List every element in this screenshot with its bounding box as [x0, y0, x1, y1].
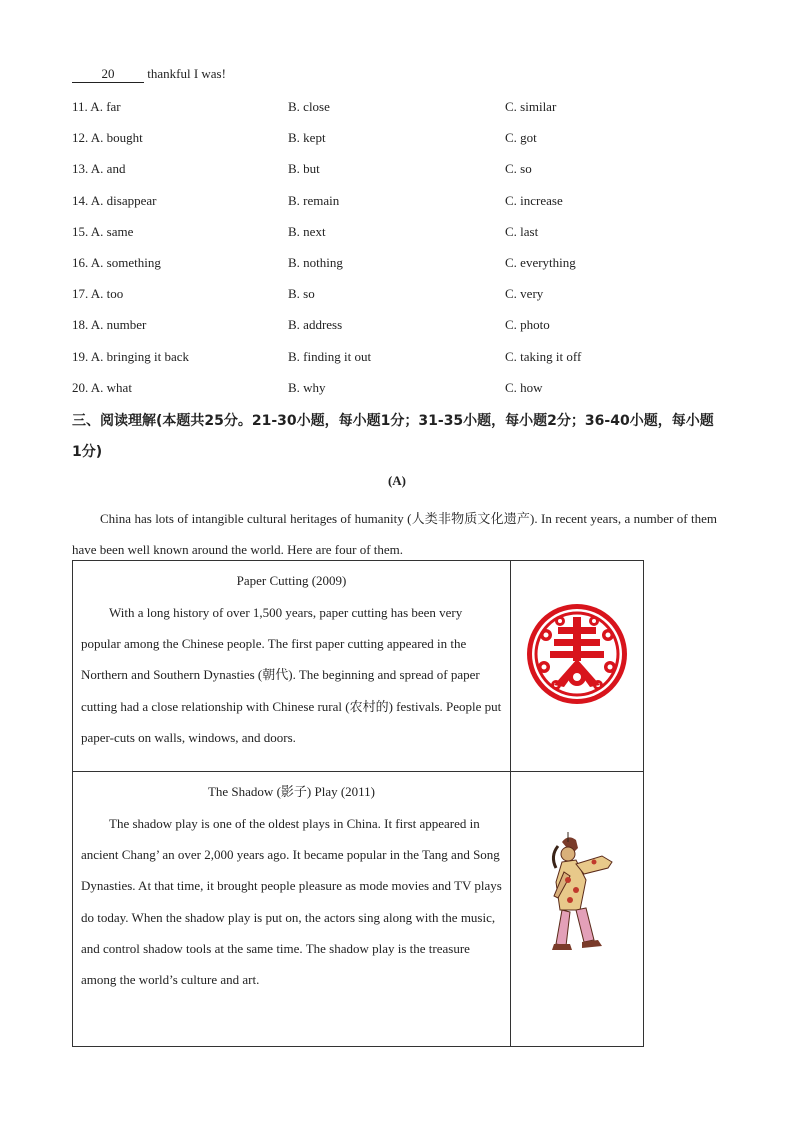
option-row — [72, 347, 732, 378]
passage-intro: China has lots of intangible cultural heritages of humanity (人类非物质文化遗产). In recent years, a number of them have been well known around the world. Here are four of them. — [72, 511, 717, 557]
shadow-puppet-image — [511, 832, 643, 977]
answer-blank: 20 — [72, 66, 144, 83]
option-c: C. so — [505, 161, 532, 177]
option-b: B. kept — [288, 130, 326, 146]
option-c: C. increase — [505, 192, 563, 208]
option-row — [72, 284, 732, 315]
heritage-body: The shadow play is one of the oldest plays in China. It first appeared in ancient Chang’ an over 2,000 years ago. It became popular in the Tang and Song Dynasties. At that time, it brought people pleasure as mode movies and TV plays do today. When the shadow play is put on, the actors sing along with the music, and control shadow tools at the same time. The shadow play is the treasure among the world’s culture and art. — [81, 816, 502, 988]
option-row — [72, 378, 732, 409]
option-a: 13. A. and — [72, 161, 126, 177]
option-c: C. how — [505, 379, 543, 395]
heritage-table — [72, 560, 644, 1047]
option-a: 18. A. number — [72, 317, 147, 333]
option-c: C. taking it off — [505, 348, 582, 364]
option-row — [72, 222, 732, 253]
red-paper-cutting-image — [511, 601, 643, 712]
text-cell — [73, 561, 511, 772]
option-b: B. why — [288, 379, 326, 395]
option-row — [72, 128, 732, 159]
text-cell — [73, 772, 511, 1047]
option-row — [72, 191, 732, 222]
option-b: B. remain — [288, 192, 340, 208]
option-a: 14. A. disappear — [72, 192, 157, 208]
option-b: B. address — [288, 317, 343, 333]
option-a: 16. A. something — [72, 254, 161, 270]
heritage-title: The Shadow (影子) Play (2011) — [207, 784, 376, 799]
passage-label: (A) — [387, 473, 407, 488]
option-a: 12. A. bought — [72, 130, 143, 146]
option-c: C. got — [505, 130, 537, 146]
option-row — [72, 315, 732, 346]
option-c: C. similar — [505, 99, 557, 114]
option-b: B. but — [288, 161, 320, 177]
option-b: B. finding it out — [288, 348, 372, 364]
image-cell — [511, 772, 644, 1047]
option-c: C. everything — [505, 254, 576, 270]
option-b: B. so — [288, 286, 315, 302]
options-list — [72, 97, 732, 409]
option-a: 19. A. bringing it back — [72, 348, 189, 364]
heritage-title: Paper Cutting (2009) — [236, 573, 347, 588]
option-c: C. photo — [505, 317, 550, 333]
option-b: B. nothing — [288, 254, 343, 270]
option-b: B. next — [288, 223, 326, 239]
table-row — [73, 772, 644, 1047]
option-row — [72, 253, 732, 284]
option-a: 15. A. same — [72, 223, 134, 239]
question-fragment — [72, 66, 226, 83]
image-cell — [511, 561, 644, 772]
option-a: 17. A. too — [72, 286, 124, 302]
option-c: C. last — [505, 223, 539, 239]
option-b: B. close — [288, 99, 330, 114]
option-row — [72, 97, 732, 128]
heritage-body: With a long history of over 1,500 years, paper cutting has been very popular among the Chinese people. The first paper cutting appeared in the Northern and Southern Dynasties (朝代). The beginning and spread of paper cutting had a close relationship with Chinese rural (农村的) festivals. People put paper-cuts on walls, windows, and doors. — [81, 605, 502, 745]
table-row — [73, 561, 644, 772]
option-a: 20. A. what — [72, 379, 132, 395]
option-c: C. very — [505, 286, 544, 302]
option-a: 11. A. far — [72, 99, 121, 114]
fragment-text: thankful I was! — [147, 66, 226, 81]
option-row — [72, 159, 732, 190]
section-heading: 三、阅读理解(本题共25分。21-30小题，每小题1分；31-35小题，每小题2分；36-40小题，每小题1分) — [72, 413, 714, 460]
